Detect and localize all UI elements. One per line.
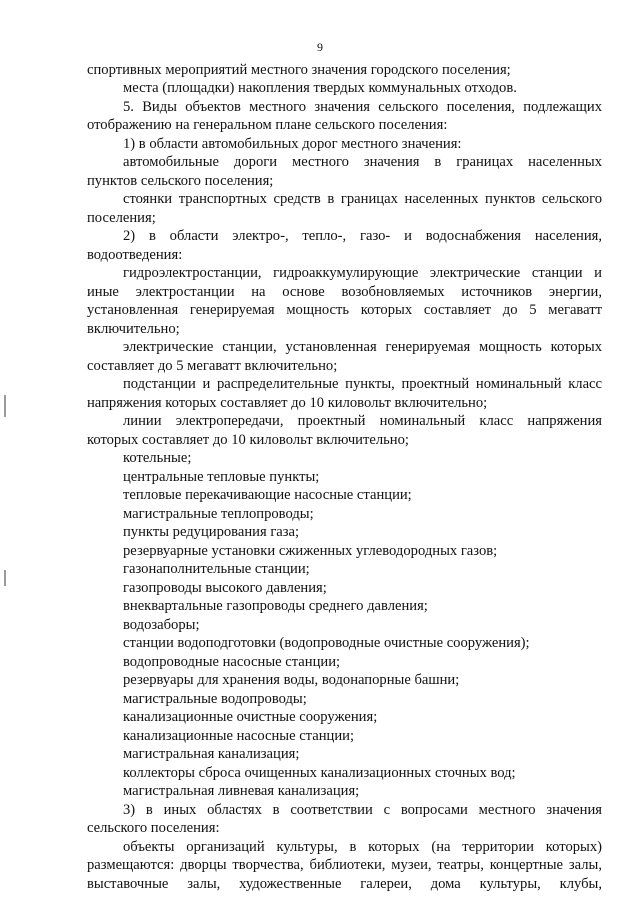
text-line: которых составляет до 10 киловольт включительно; [87, 432, 409, 448]
text-line: подстанции и распределительные пункты, проектный номинальный класс [123, 376, 602, 392]
text-line: поселения; [87, 210, 156, 226]
text-line: стоянки транспортных средств в границах населенных пунктов сельского [123, 191, 602, 207]
text-line: магистральные теплопроводы; [123, 506, 314, 522]
text-line: гидроэлектростанции, гидроаккумулирующие электрические станции и [123, 265, 602, 281]
text-line: коллекторы сброса очищенных канализационных сточных вод; [123, 765, 516, 781]
text-line: электрические станции, установленная генерируемая мощность которых [123, 339, 602, 355]
text-line: 1) в области автомобильных дорог местного значения: [123, 136, 462, 152]
text-line: водозаборы; [123, 617, 200, 633]
text-line: объекты организаций культуры, в которых (на территории которых) [123, 839, 602, 855]
text-line: иные электростанции на основе возобновляемых источников энергии, [87, 284, 602, 300]
scan-margin-mark [4, 570, 6, 586]
text-line: котельные; [123, 450, 192, 466]
text-line: линии электропередачи, проектный номинальный класс напряжения [123, 413, 602, 429]
text-line: составляет до 5 мегаватт включительно; [87, 358, 338, 374]
text-line: включительно; [87, 321, 180, 337]
text-line: 3) в иных областях в соответствии с вопросами местного значения [123, 802, 602, 818]
text-line: сельского поселения: [87, 820, 220, 836]
text-line: места (площадки) накопления твердых коммунальных отходов. [123, 80, 517, 96]
text-line: магистральные водопроводы; [123, 691, 307, 707]
text-line: газопроводы высокого давления; [123, 580, 327, 596]
text-line: спортивных мероприятий местного значения городского поселения; [87, 62, 511, 78]
text-line: пунктов сельского поселения; [87, 173, 274, 189]
text-line: водоотведения: [87, 247, 183, 263]
text-line: резервуарные установки сжиженных углеводородных газов; [123, 543, 498, 559]
text-line: напряжения которых составляет до 10 киловольт включительно; [87, 395, 488, 411]
text-line: резервуары для хранения воды, водонапорные башни; [123, 672, 460, 688]
text-line: 2) в области электро-, тепло-, газо- и водоснабжения населения, [123, 228, 602, 244]
text-line: автомобильные дороги местного значения в границах населенных [123, 154, 602, 170]
text-line: пункты редуцирования газа; [123, 524, 300, 540]
text-line: отображению на генеральном плане сельского поселения: [87, 117, 448, 133]
text-line: установленная генерируемая мощность которых составляет до 5 мегаватт [87, 302, 602, 318]
text-line: тепловые перекачивающие насосные станции; [123, 487, 412, 503]
text-line: выставочные залы, художественные галереи, дома культуры, клубы, [87, 876, 602, 892]
text-line: магистральная ливневая канализация; [123, 783, 360, 799]
text-line: размещаются: дворцы творчества, библиотеки, музеи, театры, концертные залы, [87, 857, 602, 873]
scan-margin-mark [4, 395, 6, 417]
text-line: центральные тепловые пункты; [123, 469, 320, 485]
text-line: магистральная канализация; [123, 746, 300, 762]
page-number: 9 [317, 40, 323, 54]
text-line: станции водоподготовки (водопроводные очистные сооружения); [123, 635, 530, 651]
text-line: канализационные насосные станции; [123, 728, 355, 744]
text-line: газонаполнительные станции; [123, 561, 310, 577]
text-line: 5. Виды объектов местного значения сельского поселения, подлежащих [123, 99, 602, 115]
text-line: водопроводные насосные станции; [123, 654, 341, 670]
text-line: канализационные очистные сооружения; [123, 709, 378, 725]
text-line: внеквартальные газопроводы среднего давления; [123, 598, 428, 614]
